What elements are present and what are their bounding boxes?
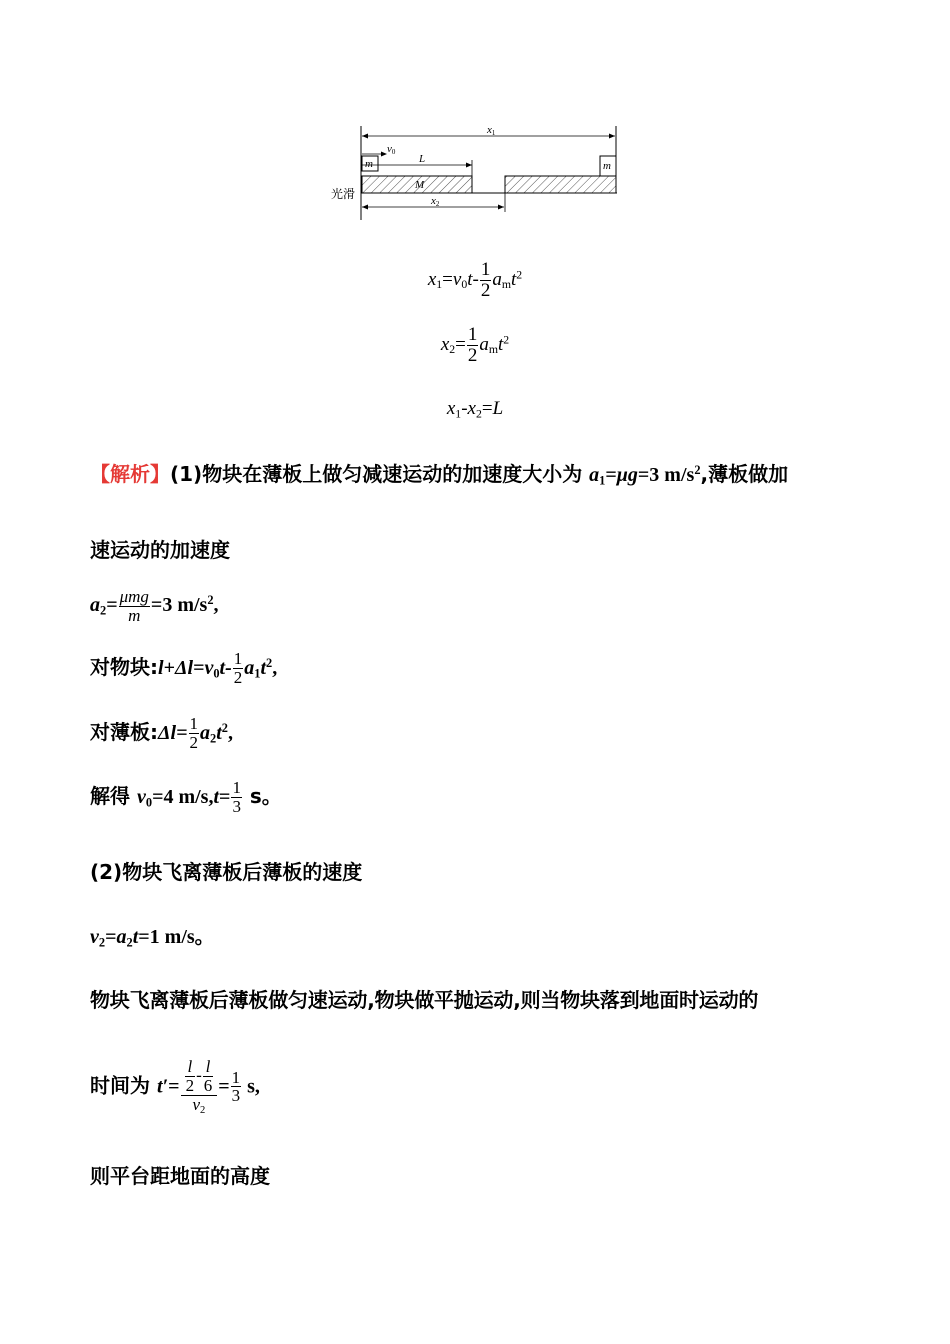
label-M: M <box>415 179 425 191</box>
label-L: L <box>419 153 426 165</box>
solution-line-1: 【解析】(1)物块在薄板上做匀减速运动的加速度大小为 $a_1=\mu g=3$ $m/s^2$,薄板做加 <box>90 462 789 488</box>
label-smooth: 光滑 <box>331 187 356 201</box>
solution-line-5: 对薄板:Δl= $\frac{1}{2}$ $a_2t^2$, <box>90 714 233 752</box>
fraction: $\frac{1}{2}$ <box>480 259 491 301</box>
solution-line-6: 解得 $v_0=4$ m/s,t= $\frac{1}{3}$ s。 <box>90 778 282 816</box>
fraction: $\frac{1}{2}$ <box>233 649 243 687</box>
solution-line-10: 时间为 t′= $\frac{l}{2}$ - $\frac{l}{6}$ $v_2$ = $\frac{1}{3}$ s, <box>90 1057 260 1116</box>
solution-line-2: 速运动的加速度 <box>90 538 230 562</box>
label-m-right: m <box>603 160 611 172</box>
label-x1: x1 <box>487 124 496 137</box>
solution-line-8: $v_2=a_2t=1$ m/s。 <box>90 926 215 950</box>
label-x2: x2 <box>431 195 440 208</box>
equation-x1: $x_1=v_0t-$ $\frac{1}{2}$ $a_mt^2$ <box>427 259 523 301</box>
equation-difference: $x_1-x_2=L$ <box>446 398 504 421</box>
fraction: $\frac{l}{6}$ <box>203 1057 213 1095</box>
solution-line-9: 物块飞离薄板后薄板做匀速运动,物块做平抛运动,则当物块落到地面时运动的 <box>90 988 759 1012</box>
fraction: $\frac{\text{μmg}}{m}$ <box>119 587 149 625</box>
label-v0: v0 <box>387 143 396 156</box>
fraction: $\frac{1}{3}$ <box>232 778 241 816</box>
fraction: $\frac{1}{2}$ <box>189 714 198 752</box>
fraction: $\frac{l}{2}$ <box>185 1057 195 1095</box>
fraction: $\frac{1}{3}$ <box>231 1067 241 1106</box>
solution-line-3: $a_2=$ $\frac{\text{μmg}}{m}$ =3 $m/s^2$, <box>90 587 219 625</box>
compound-fraction: $\frac{l}{2}$ - $\frac{l}{6}$ $v_2$ <box>181 1058 218 1116</box>
board-diagram <box>325 120 625 225</box>
label-m-left: m <box>365 158 373 170</box>
analysis-tag: 【解析】 <box>90 462 170 486</box>
fraction: $\frac{1}{2}$ <box>467 324 478 366</box>
board-right <box>505 176 616 193</box>
equation-x2: $x_2=$ $\frac{1}{2}$ $a_mt^2$ <box>440 324 510 366</box>
solution-line-7: (2)物块飞离薄板后薄板的速度 <box>90 860 363 884</box>
solution-line-4: 对物块$:l+\Delta l=v_0t-$ $\frac{1}{2}$ $a_1t^2$, <box>90 649 278 687</box>
solution-line-11: 则平台距地面的高度 <box>90 1164 270 1188</box>
